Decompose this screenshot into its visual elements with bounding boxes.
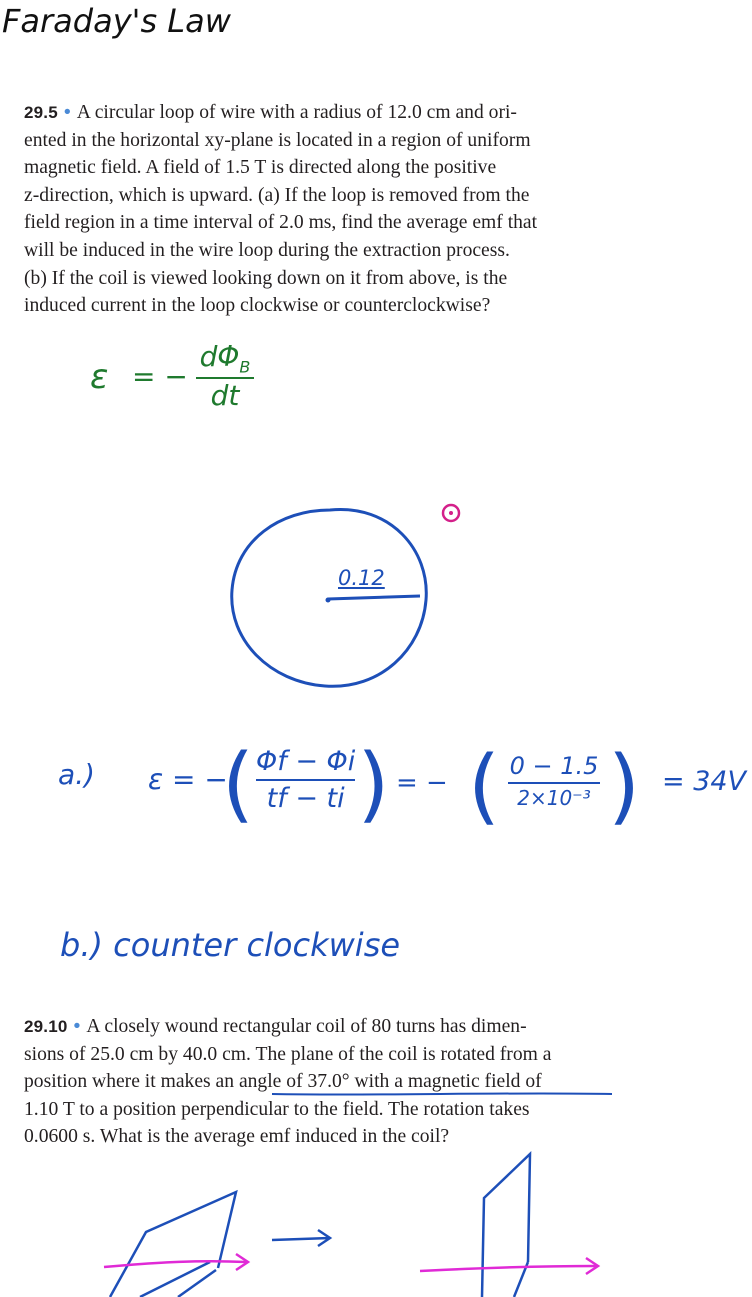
part-b-answer: b.) counter clockwise — [60, 926, 401, 964]
problem-number: 29.5 — [24, 103, 58, 122]
part-a-eq2: = − — [396, 768, 448, 798]
problem-line: sions of 25.0 cm by 40.0 cm. The plane of the coil is rotated from a — [24, 1043, 552, 1065]
problem-line: A circular loop of wire with a radius of 12.0 cm and ori- — [76, 102, 517, 123]
problem-line: magnetic field. A field of 1.5 T is directed along the positive — [24, 157, 497, 179]
problem-line: position where it makes an angle of 37.0° with a magnetic field of — [24, 1071, 542, 1093]
paren-right-icon: ) — [608, 739, 640, 834]
paren-right-icon: ) — [357, 737, 390, 832]
equals-minus: = − — [132, 360, 188, 393]
time-difference: tf − ti — [266, 783, 345, 814]
problem-line: 1.10 T to a position perpendicular to the field. The rotation takes — [24, 1098, 530, 1120]
part-a-label: a.) — [58, 758, 95, 791]
time-denominator: dt — [210, 378, 240, 412]
fraction-bar — [508, 782, 600, 784]
problem-29-10 — [24, 1013, 622, 1151]
problem-line: (b) If the coil is viewed looking down on it from above, is the — [24, 267, 508, 289]
radius-line — [328, 596, 420, 599]
part-a-eq1: ε = − — [148, 763, 228, 796]
emf-symbol: ε — [90, 357, 109, 397]
page-title: Faraday's Law — [2, 2, 231, 40]
rotation-arrow — [272, 1238, 330, 1240]
flux-subscript: B — [239, 357, 251, 377]
problem-number: 29.10 — [24, 1017, 68, 1036]
problem-line: induced current in the loop clockwise or counterclockwise? — [24, 295, 491, 317]
problem-line: ented in the horizontal xy-plane is located in a region of uniform — [24, 129, 531, 151]
problem-line: will be induced in the wire loop during the extraction process. — [24, 239, 510, 261]
radius-label: 0.12 — [338, 566, 385, 590]
numeric-denominator: 2×10⁻³ — [517, 786, 591, 810]
bullet-icon: • — [63, 101, 71, 123]
problem-line: 0.0600 s. What is the average emf induced in the coil? — [24, 1126, 450, 1148]
problem-line: z-direction, which is upward. (a) If the loop is removed from the — [24, 184, 530, 206]
bullet-icon: • — [73, 1015, 81, 1037]
part-a-result: = 34V — [662, 766, 747, 797]
problem-line: A closely wound rectangular coil of 80 turns has dimen- — [86, 1016, 527, 1037]
numeric-numerator: 0 − 1.5 — [509, 752, 599, 780]
part-a-fraction-1 — [222, 737, 390, 832]
flux-numerator: dΦ — [199, 340, 240, 373]
fraction-bar — [256, 779, 355, 781]
center-dot-icon — [326, 598, 331, 603]
paren-left-icon: ( — [468, 739, 500, 834]
field-line-left — [104, 1261, 246, 1267]
problem-line: field region in a time interval of 2.0 ms, find the average emf that — [24, 212, 538, 234]
flux-difference: Φf − Φi — [256, 746, 356, 777]
paren-left-icon: ( — [222, 737, 254, 832]
field-line-right — [420, 1266, 596, 1271]
part-a-fraction-2 — [468, 739, 640, 834]
